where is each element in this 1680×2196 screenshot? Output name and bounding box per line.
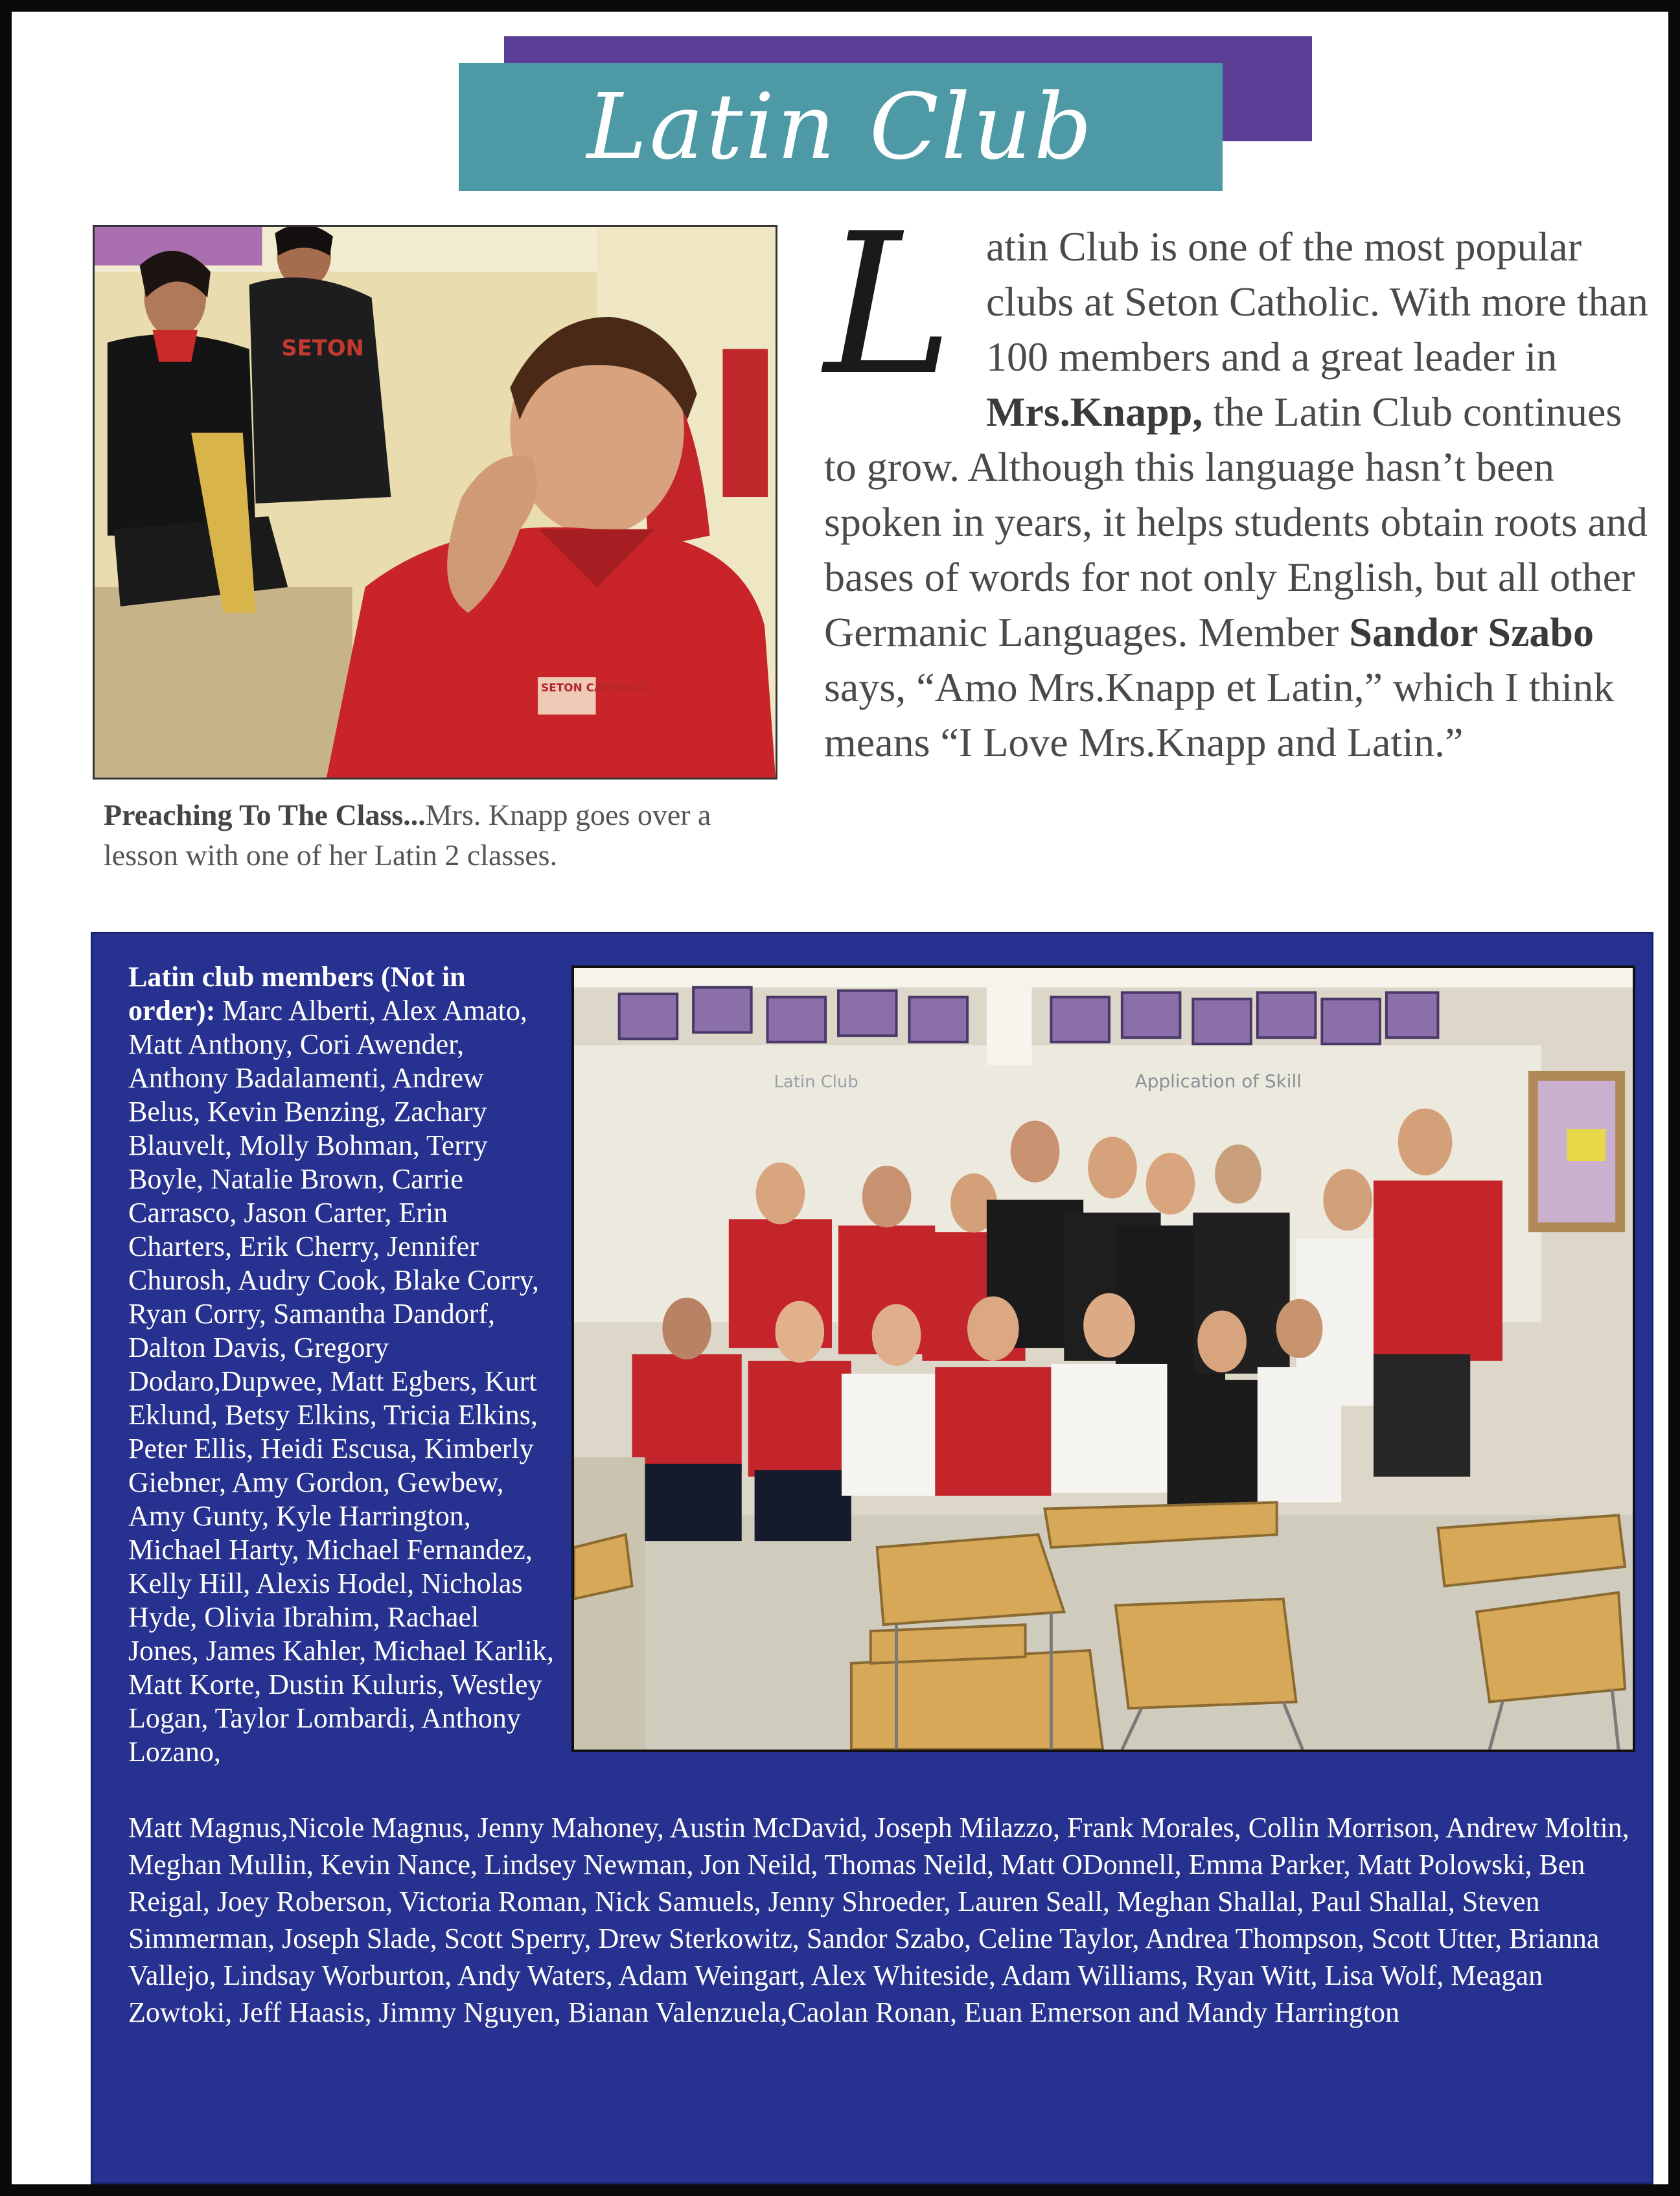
article-text-1: atin Club is one of the most popular clubs at Seton Catholic. With more than 100 members and a great leader in xyxy=(986,224,1648,380)
members-list-part-2: Matt Magnus,Nicole Magnus, Jenny Mahoney, Austin McDavid, Joseph Milazzo, Frank Morales, Collin Morrison, Andrew Moltin, Meghan Mullin, Kevin Nance, Lindsey Newman, Jon Neild, Thomas Neild, Matt ODonnell, Emma Parker, Matt Polowski, Ben Reigal, Joey Roberson, Victoria Roman, Nick Samuels, Jenny Shroeder, Lauren Seall, Meghan Shallal, Paul Shallal, Steven Simmerman, Joseph Slade, Scott Sperry, Drew Sterkowitz, Sandor Szabo, Celine Taylor, Andrea Thompson, Scott Utter, Brianna Vallejo, Lindsay Worburton, Andy Waters, Adam Weingart, Alex Whiteside, Adam Williams, Ryan Witt, Lisa Wolf, Meagan Zowtoki, Jeff Haasis, Jimmy Nguyen, Bianan Valenzuela,Caolan Ronan, Euan Emerson and Mandy Harrington xyxy=(128,1812,1629,2028)
article-bold-2: Sandor Szabo xyxy=(1349,609,1594,655)
class-photo-illustration xyxy=(95,227,776,778)
class-photo xyxy=(93,225,777,780)
board-text-left: Latin Club xyxy=(774,1072,858,1092)
article-text-2: the Latin Club continues to grow. Although this language hasn’t been spoken in years, it helps students obtain roots and bases of words for not only English, but all other Germanic Languages. Member xyxy=(824,389,1648,655)
drop-cap: L xyxy=(824,192,954,418)
members-list-part-1: Marc Alberti, Alex Amato, Matt Anthony, Cori Awender, Anthony Badalamenti, Andrew Belus, Kevin Benzing, Zachary Blauvelt, Molly Bohman, Terry Boyle, Natalie Brown, Carrie Carrasco, Jason Carter, Erin Charters, Erik Cherry, Jennifer Churosh, Audry Cook, Blake Corry, Ryan Corry, Samantha Dandorf, Dalton Davis, Gregory Dodaro,Dupwee, Matt Egbers, Kurt Eklund, Betsy Elkins, Tricia Elkins, Peter Ellis, Heidi Escusa, Kimberly Giebner, Amy Gordon, Gewbew, Amy Gunty, Kyle Harrington, Michael Harty, Michael Fernandez, Kelly Hill, Alexis Hodel, Nicholas Hyde, Olivia Ibrahim, Rachael Jones, James Kahler, Michael Karlik, Matt Korte, Dustin Kuluris, Westley Logan, Taylor Lombardi, Anthony Lozano, xyxy=(128,995,554,1768)
hoodie-print: SETON xyxy=(281,335,364,361)
page-title: Latin Club xyxy=(586,74,1095,180)
article-text-3: says, “Amo Mrs.Knapp et Latin,” which I think means “I Love Mrs.Knapp and Latin.” xyxy=(824,664,1615,765)
members-list-wide xyxy=(128,1809,1631,2031)
group-photo xyxy=(571,965,1635,1752)
group-photo-illustration xyxy=(574,968,1633,1750)
article-bold-1: Mrs.Knapp, xyxy=(986,389,1203,435)
members-list-column xyxy=(128,960,556,1769)
shirt-logo: SETON CATHOLIC xyxy=(541,680,647,694)
caption-lead: Preaching To The Class... xyxy=(104,798,426,831)
caption-body: Mrs. Knapp goes over a lesson with one of her Latin 2 classes. xyxy=(104,798,711,872)
board-text-right: Application of Skill xyxy=(1134,1070,1302,1092)
photo-caption xyxy=(104,795,777,875)
title-banner xyxy=(459,63,1223,191)
article-body xyxy=(824,192,1653,770)
members-heading: Latin club members (Not in order): xyxy=(128,961,466,1026)
